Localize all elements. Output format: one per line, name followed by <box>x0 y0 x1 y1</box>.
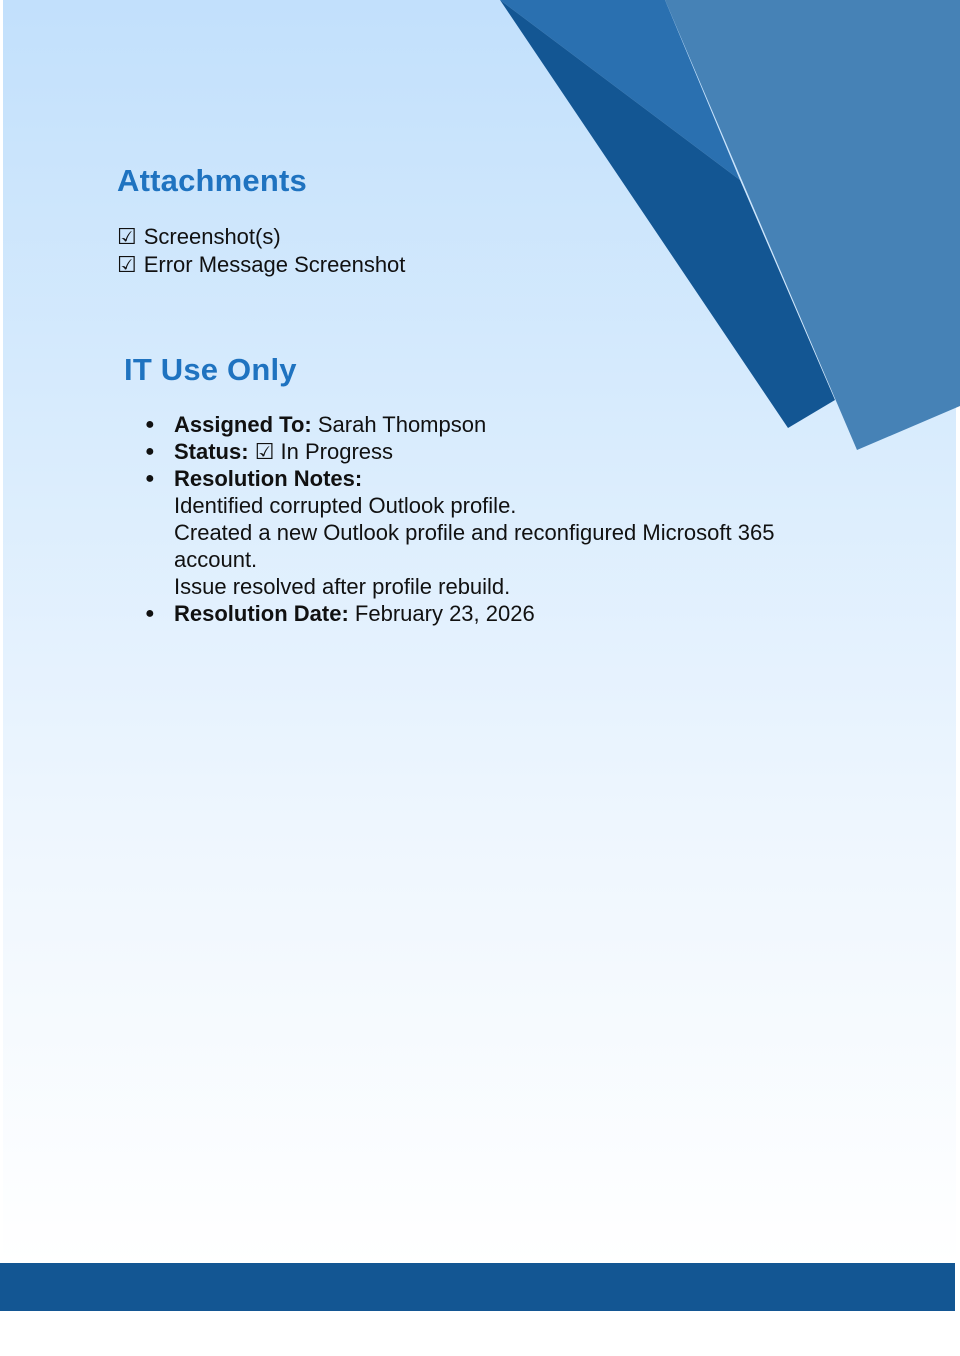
checkbox-checked-icon: ☑ <box>117 224 137 249</box>
attachment-item <box>117 251 405 279</box>
resolution-date-label: Resolution Date: <box>174 601 349 626</box>
resolution-date-value: February 23, 2026 <box>354 601 535 626</box>
resolution-note-line: account. <box>174 547 258 572</box>
attachments-heading: Attachments <box>117 163 307 198</box>
attachment-item <box>117 223 405 251</box>
checkbox-checked-icon: ☑ <box>254 439 275 464</box>
attachment-label: Error Message Screenshot <box>143 252 406 277</box>
assigned-to-value: Sarah Thompson <box>317 412 487 437</box>
bullet-icon: ● <box>145 470 155 487</box>
it-use-list <box>145 411 774 627</box>
resolution-notes-label: Resolution Notes: <box>174 466 363 491</box>
attachment-label: Screenshot(s) <box>143 224 281 249</box>
footer-bar <box>0 1263 955 1311</box>
status-label: Status: <box>174 439 249 464</box>
attachments-list <box>117 223 405 279</box>
status-value: In Progress <box>280 439 394 464</box>
resolution-note-line: Created a new Outlook profile and reconfigured Microsoft 365 <box>174 520 775 545</box>
status-item <box>145 438 774 465</box>
bullet-icon: ● <box>145 605 155 622</box>
resolution-notes-item <box>145 465 774 600</box>
resolution-note-line: Issue resolved after profile rebuild. <box>174 574 511 599</box>
assigned-to-label: Assigned To: <box>174 412 312 437</box>
it-use-only-heading: IT Use Only <box>124 352 297 387</box>
bullet-icon: ● <box>145 416 155 433</box>
checkbox-checked-icon: ☑ <box>117 252 137 277</box>
resolution-date-item <box>145 600 774 627</box>
bullet-icon: ● <box>145 443 155 460</box>
resolution-note-line: Identified corrupted Outlook profile. <box>174 493 517 518</box>
assigned-to-item <box>145 411 774 438</box>
